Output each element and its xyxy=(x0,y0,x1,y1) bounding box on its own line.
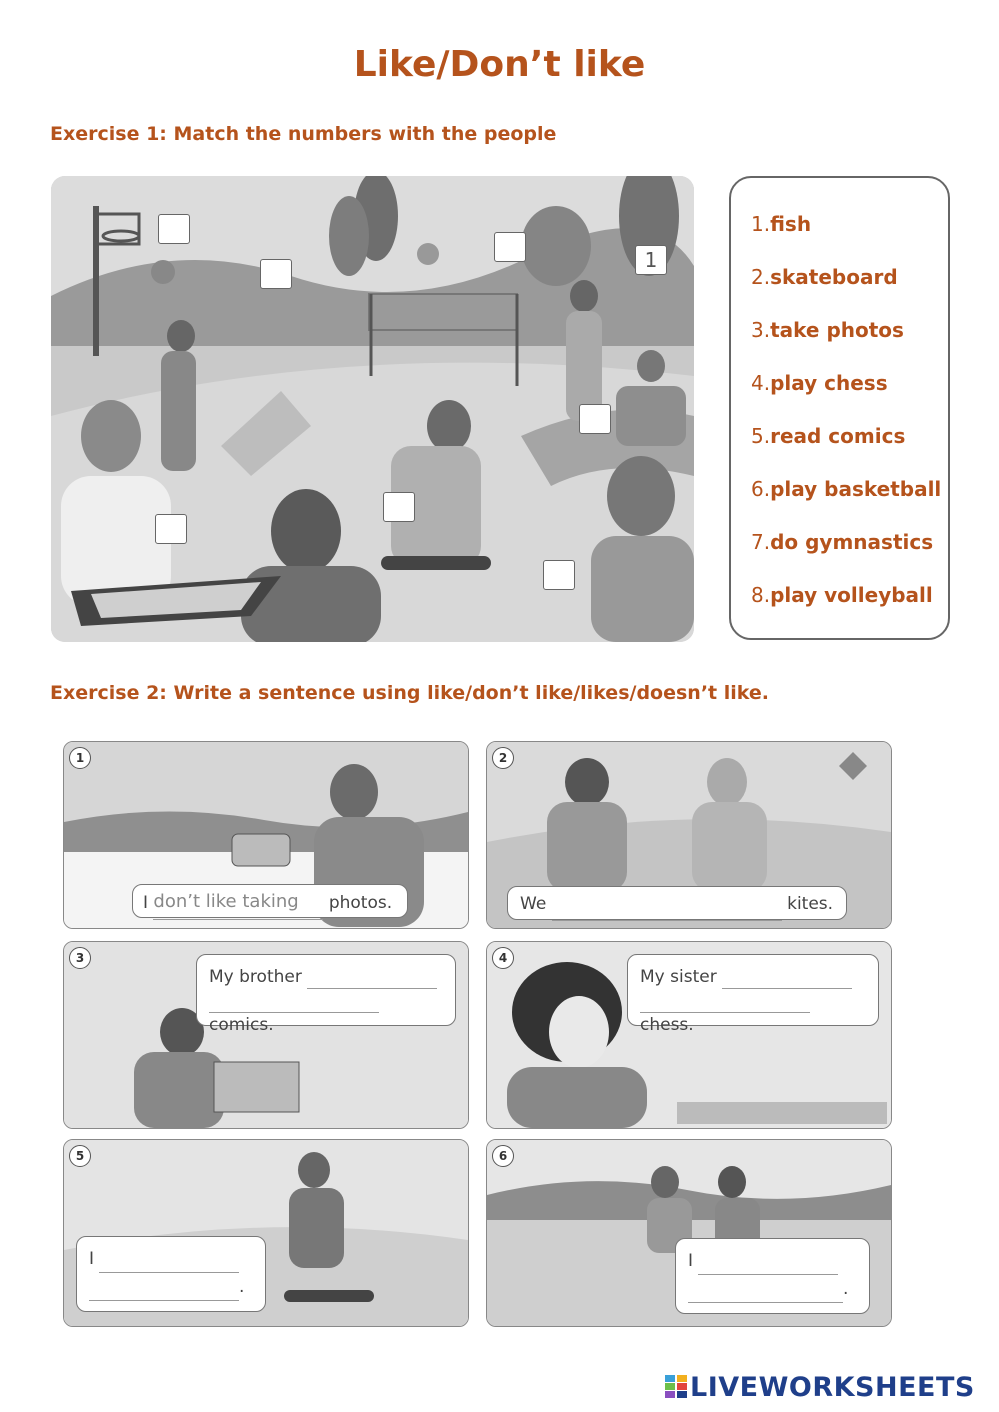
sentence-start: We xyxy=(520,894,547,914)
word-item: 6.play basketball xyxy=(751,477,942,501)
panel-number: 1 xyxy=(69,747,91,769)
panel-5 xyxy=(63,1139,469,1327)
park-scene-illustration xyxy=(51,176,694,642)
speech-bubble xyxy=(76,1236,266,1312)
sentence-end: . xyxy=(843,1279,849,1299)
word-item: 3.take photos xyxy=(751,318,904,342)
speech-bubble xyxy=(196,954,456,1035)
sentence-start: I xyxy=(143,893,149,913)
answer-box[interactable] xyxy=(494,232,526,262)
answer-blank[interactable] xyxy=(89,1300,239,1301)
answer-box[interactable] xyxy=(383,492,415,522)
sentence-start: I xyxy=(688,1251,694,1271)
sentence-end: comics. xyxy=(209,1015,274,1035)
speech-bubble xyxy=(627,954,879,1035)
word-item: 4.play chess xyxy=(751,371,888,395)
speech-bubble xyxy=(675,1238,870,1314)
answer-blank[interactable] xyxy=(209,1012,379,1013)
exercise-1-heading: Exercise 1: Match the numbers with the people xyxy=(50,123,557,145)
panel-4 xyxy=(486,941,892,1129)
sentence-start: My brother xyxy=(209,967,302,987)
speech-bubble xyxy=(507,886,847,920)
answer-box[interactable] xyxy=(155,514,187,544)
panel-number: 4 xyxy=(492,947,514,969)
word-item: 1.fish xyxy=(751,212,812,236)
answer-blank[interactable] xyxy=(640,1012,810,1013)
panel-3 xyxy=(63,941,469,1129)
panel-1 xyxy=(63,741,469,929)
panel-number: 2 xyxy=(492,747,514,769)
sentence-end: kites. xyxy=(787,894,834,914)
answer-box[interactable] xyxy=(260,259,292,289)
panel-2 xyxy=(486,741,892,929)
speech-bubble xyxy=(132,884,408,918)
sentence-end: . xyxy=(239,1277,245,1297)
sentence-end: chess. xyxy=(640,1015,694,1035)
brand-name: LIVEWORKSHEETS xyxy=(690,1372,975,1403)
word-list-box xyxy=(729,176,950,640)
word-item: 5.read comics xyxy=(751,424,906,448)
exercise-2-heading: Exercise 2: Write a sentence using like/don’t like/likes/doesn’t like. xyxy=(50,682,769,704)
answer-box[interactable] xyxy=(543,560,575,590)
word-item: 7.do gymnastics xyxy=(751,530,934,554)
answer-box[interactable] xyxy=(158,214,190,244)
sentence-start: My sister xyxy=(640,967,717,987)
panel-6 xyxy=(486,1139,892,1327)
answer-box[interactable] xyxy=(579,404,611,434)
answer-blank[interactable] xyxy=(688,1302,843,1303)
panel-number: 5 xyxy=(69,1145,91,1167)
panel-number: 6 xyxy=(492,1145,514,1167)
example-answer: don’t like taking xyxy=(153,885,323,920)
word-item: 2.skateboard xyxy=(751,265,898,289)
liveworksheets-logo-icon xyxy=(665,1375,687,1399)
sentence-start: I xyxy=(89,1249,95,1269)
sentence-end: photos. xyxy=(328,893,393,913)
liveworksheets-logo xyxy=(690,1372,975,1403)
answer-blank[interactable] xyxy=(552,920,782,921)
word-item: 8.play volleyball xyxy=(751,583,933,607)
panel-number: 3 xyxy=(69,947,91,969)
answer-box-example: 1 xyxy=(635,245,667,275)
page-title: Like/Don’t like xyxy=(353,44,646,85)
